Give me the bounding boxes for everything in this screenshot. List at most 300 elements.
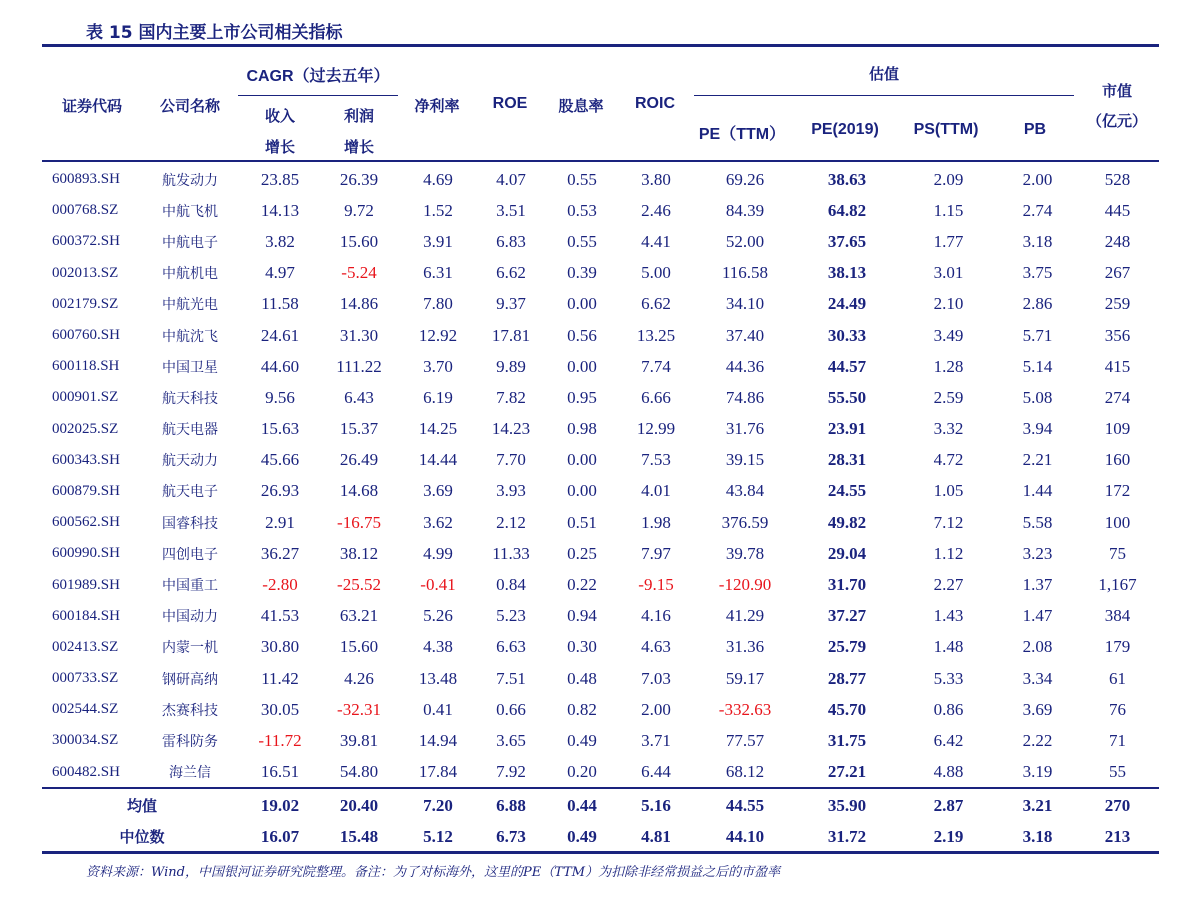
cell-company-name: 中航飞机 [162, 203, 218, 220]
cell-profit-growth: 63.21 [339, 606, 379, 626]
header-code: 证券代码 [61, 97, 123, 115]
cell-code: 600760.SH [52, 327, 120, 344]
cell-ps-ttm: 4.88 [933, 762, 964, 782]
cell-market-cap: 75 [1109, 543, 1126, 563]
table-row [42, 351, 1159, 382]
cell-ps-ttm: 7.12 [933, 512, 964, 532]
cell-dividend-yield: 0.56 [567, 325, 597, 345]
cell-code: 002544.SZ [52, 701, 119, 718]
cell-pe-ttm: 41.29 [725, 606, 765, 626]
cell-pe-2019: 38.13 [827, 263, 867, 283]
cell-roe: 0.84 [496, 575, 526, 595]
cell-ps-ttm: 0.86 [933, 699, 964, 719]
table-row [42, 195, 1159, 226]
source-note: 资料来源：Wind，中国银河证券研究院整理。备注：为了对标海外，这里的PE（TTM）为扣除非经常损益之后的市盈率 [86, 865, 781, 880]
cell-pb: 5.08 [1022, 387, 1053, 407]
cell-net-margin: 4.38 [423, 637, 453, 657]
cell-code: 002013.SZ [52, 264, 119, 281]
cell-pe-ttm: 31.76 [725, 419, 765, 439]
cell-profit-growth: 111.22 [336, 356, 382, 376]
cell-summary-label: 中位数 [119, 828, 165, 846]
cell-pe-ttm: 44.36 [725, 356, 765, 376]
cell-market-cap: 259 [1104, 294, 1131, 314]
cell-roe: 6.73 [496, 826, 526, 846]
cell-company-name: 国睿科技 [162, 515, 218, 532]
cell-pe-ttm: 44.10 [725, 826, 765, 846]
cell-roic: 2.46 [641, 200, 671, 220]
table-row [42, 320, 1159, 351]
cell-ps-ttm: 2.59 [933, 387, 964, 407]
header-pe-ttm: PE（TTM） [698, 126, 786, 143]
cell-pb: 5.58 [1022, 512, 1053, 532]
cell-net-margin: 7.80 [423, 294, 453, 314]
cell-net-margin: 6.31 [423, 263, 453, 283]
cell-roe: 4.07 [496, 169, 526, 189]
cell-net-margin: -0.41 [420, 575, 456, 595]
cell-roe: 6.62 [496, 263, 526, 283]
cell-pe-ttm: 77.57 [725, 730, 765, 750]
cell-pb: 2.00 [1022, 169, 1053, 189]
cell-market-cap: 76 [1109, 699, 1126, 719]
cell-net-margin: 6.19 [423, 387, 453, 407]
table-row [42, 663, 1159, 694]
cell-pe-ttm: 84.39 [725, 200, 765, 220]
cell-market-cap: 172 [1104, 481, 1131, 501]
cell-pe-ttm: 376.59 [721, 512, 769, 532]
table-row [42, 632, 1159, 663]
cell-ps-ttm: 3.49 [933, 325, 964, 345]
cell-pb: 3.34 [1022, 668, 1053, 688]
cell-code: 002025.SZ [52, 420, 119, 437]
cell-roic: 6.66 [641, 387, 671, 407]
table-row [42, 757, 1159, 788]
indicators-table [42, 164, 1159, 788]
cell-profit-growth: -16.75 [337, 512, 381, 532]
cell-pe-ttm: 34.10 [725, 294, 765, 314]
cell-roic: 3.71 [641, 730, 671, 750]
cell-pe-2019: 64.82 [827, 200, 867, 220]
cell-pe-2019: 31.70 [827, 575, 867, 595]
cell-market-cap: 415 [1104, 356, 1131, 376]
cell-code: 002179.SZ [52, 295, 119, 312]
header-profit-growth-line1: 利润 [343, 107, 375, 125]
cell-company-name: 海兰信 [169, 765, 211, 782]
cell-revenue-growth: 14.13 [260, 200, 300, 220]
cell-pe-2019: 24.55 [827, 481, 867, 501]
cell-pe-2019: 31.72 [827, 826, 867, 846]
cell-net-margin: 14.25 [418, 419, 458, 439]
cell-pb: 3.19 [1022, 762, 1053, 782]
cell-ps-ttm: 1.15 [933, 200, 964, 220]
cell-profit-growth: 14.68 [339, 481, 379, 501]
cell-profit-growth: 26.39 [339, 169, 379, 189]
cell-pe-2019: 27.21 [827, 762, 867, 782]
table-row [42, 476, 1159, 507]
table-row [42, 538, 1159, 569]
cell-ps-ttm: 2.19 [933, 826, 964, 846]
cell-profit-growth: 39.81 [339, 730, 379, 750]
cell-pe-2019: 25.79 [827, 637, 867, 657]
cell-net-margin: 3.91 [423, 231, 453, 251]
cell-net-margin: 14.44 [418, 450, 458, 470]
cell-revenue-growth: 19.02 [260, 795, 300, 815]
cell-company-name: 中航沈飞 [162, 328, 218, 345]
cell-pe-2019: 37.27 [827, 606, 867, 626]
cell-net-margin: 5.12 [423, 826, 453, 846]
cell-ps-ttm: 5.33 [933, 668, 964, 688]
cell-roe: 2.12 [496, 512, 526, 532]
cell-pe-2019: 31.75 [827, 730, 867, 750]
header-dividend: 股息率 [558, 97, 604, 115]
cell-code: 000733.SZ [52, 670, 119, 687]
header-roic: ROIC [635, 95, 675, 112]
cell-ps-ttm: 1.77 [933, 231, 964, 251]
cell-roe: 7.92 [496, 762, 526, 782]
cell-roe: 6.88 [496, 795, 526, 815]
cell-profit-growth: 38.12 [339, 543, 379, 563]
cell-revenue-growth: 16.07 [260, 826, 300, 846]
cell-net-margin: 13.48 [418, 668, 458, 688]
summary-table [42, 790, 1159, 852]
cell-pe-2019: 55.50 [827, 387, 867, 407]
header-mcap-line2: （亿元） [1086, 112, 1148, 130]
cell-pe-2019: 28.77 [827, 668, 867, 688]
cell-market-cap: 71 [1109, 730, 1126, 750]
cell-dividend-yield: 0.00 [567, 356, 597, 376]
cell-company-name: 内蒙一机 [162, 640, 218, 657]
cell-profit-growth: 15.37 [339, 419, 379, 439]
cell-roic: 7.97 [641, 543, 671, 563]
cell-pe-2019: 35.90 [827, 795, 867, 815]
cell-revenue-growth: -2.80 [262, 575, 298, 595]
cell-ps-ttm: 2.10 [933, 294, 964, 314]
cell-pb: 2.86 [1022, 294, 1053, 314]
cell-market-cap: 356 [1104, 325, 1131, 345]
cell-code: 600118.SH [52, 358, 120, 375]
cell-roic: 5.00 [641, 263, 671, 283]
cell-code: 002413.SZ [52, 638, 119, 655]
table-title: 表 15 国内主要上市公司相关指标 [86, 23, 343, 43]
top-rule [42, 44, 1159, 47]
cell-net-margin: 0.41 [423, 699, 453, 719]
cell-code: 600562.SH [52, 514, 120, 531]
header-name: 公司名称 [159, 97, 221, 115]
cell-pe-ttm: 39.78 [725, 543, 765, 563]
cell-roic: 3.80 [641, 169, 671, 189]
cell-pb: 3.21 [1022, 795, 1053, 815]
cell-ps-ttm: 3.01 [933, 263, 964, 283]
cell-dividend-yield: 0.00 [567, 294, 597, 314]
cell-company-name: 中国卫星 [162, 359, 218, 376]
cell-roe: 14.23 [491, 419, 531, 439]
cell-company-name: 杰赛科技 [162, 702, 218, 719]
cell-net-margin: 5.26 [423, 606, 453, 626]
cell-net-margin: 7.20 [423, 795, 453, 815]
cell-profit-growth: 15.60 [339, 637, 379, 657]
cell-profit-growth: 9.72 [344, 200, 374, 220]
cell-dividend-yield: 0.53 [567, 200, 597, 220]
cell-profit-growth: -5.24 [341, 263, 377, 283]
table-row [42, 507, 1159, 538]
cell-market-cap: 109 [1104, 419, 1131, 439]
cell-profit-growth: -32.31 [337, 699, 381, 719]
cell-pb: 2.74 [1022, 200, 1053, 220]
cell-pe-ttm: 39.15 [725, 450, 765, 470]
cell-market-cap: 179 [1104, 637, 1131, 657]
cell-roe: 6.63 [496, 637, 526, 657]
cell-roic: 4.01 [641, 481, 671, 501]
cell-revenue-growth: 16.51 [260, 762, 300, 782]
cell-pe-2019: 49.82 [827, 512, 867, 532]
cell-market-cap: 248 [1104, 231, 1131, 251]
cell-revenue-growth: 41.53 [260, 606, 300, 626]
cell-ps-ttm: 1.48 [933, 637, 964, 657]
cell-roic: 7.74 [641, 356, 671, 376]
cell-revenue-growth: 24.61 [260, 325, 300, 345]
header-ps-ttm: PS(TTM) [913, 121, 979, 138]
cell-revenue-growth: 26.93 [260, 481, 300, 501]
cell-roic: -9.15 [638, 575, 674, 595]
cell-ps-ttm: 1.43 [933, 606, 964, 626]
cell-dividend-yield: 0.39 [567, 263, 597, 283]
cell-profit-growth: 15.48 [339, 826, 379, 846]
cell-code: 000901.SZ [52, 389, 119, 406]
cell-pe-ttm: 44.55 [725, 795, 765, 815]
cell-pe-2019: 23.91 [827, 419, 867, 439]
cell-dividend-yield: 0.98 [567, 419, 597, 439]
cell-revenue-growth: 2.91 [265, 512, 295, 532]
cell-profit-growth: 14.86 [339, 294, 379, 314]
cell-revenue-growth: 11.42 [261, 668, 299, 688]
cell-profit-growth: 15.60 [339, 231, 379, 251]
cell-revenue-growth: 15.63 [260, 419, 300, 439]
cell-pe-ttm: 52.00 [725, 231, 765, 251]
cell-pb: 2.08 [1022, 637, 1053, 657]
header-rev-growth-line1: 收入 [264, 107, 296, 125]
cell-pb: 2.21 [1022, 450, 1053, 470]
cell-pb: 5.71 [1022, 325, 1053, 345]
cell-dividend-yield: 0.55 [567, 169, 597, 189]
table-row [42, 226, 1159, 257]
cell-market-cap: 267 [1104, 263, 1131, 283]
cell-revenue-growth: 9.56 [265, 387, 295, 407]
cell-code: 300034.SZ [52, 732, 119, 749]
cell-pb: 3.69 [1022, 699, 1053, 719]
cell-profit-growth: 20.40 [339, 795, 379, 815]
cell-dividend-yield: 0.95 [567, 387, 597, 407]
cell-roic: 2.00 [641, 699, 671, 719]
cell-ps-ttm: 2.09 [933, 169, 964, 189]
cell-code: 600893.SH [52, 171, 120, 188]
cell-profit-growth: 31.30 [339, 325, 379, 345]
cell-dividend-yield: 0.22 [567, 575, 597, 595]
cell-dividend-yield: 0.82 [567, 699, 597, 719]
table-row [42, 601, 1159, 632]
cell-code: 600372.SH [52, 233, 120, 250]
cell-net-margin: 17.84 [418, 762, 458, 782]
cell-market-cap: 445 [1104, 200, 1131, 220]
cell-dividend-yield: 0.25 [567, 543, 597, 563]
header-valuation: 估值 [868, 65, 900, 83]
cell-net-margin: 14.94 [418, 730, 458, 750]
cell-pe-ttm: -332.63 [718, 699, 772, 719]
header-cagr: CAGR（过去五年） [246, 68, 390, 85]
cell-pe-2019: 29.04 [827, 543, 867, 563]
cell-market-cap: 384 [1104, 606, 1131, 626]
cell-company-name: 航发动力 [162, 172, 218, 189]
cell-revenue-growth: 30.80 [260, 637, 300, 657]
cell-code: 600184.SH [52, 607, 120, 624]
cell-market-cap: 528 [1104, 169, 1131, 189]
summary-row-median [42, 821, 1159, 852]
cell-pb: 3.75 [1022, 263, 1053, 283]
cell-company-name: 中国重工 [162, 578, 218, 595]
cell-roic: 1.98 [641, 512, 671, 532]
cell-pb: 3.18 [1022, 231, 1053, 251]
cell-roic: 13.25 [636, 325, 676, 345]
cell-company-name: 中航光电 [162, 297, 218, 314]
header-pe-2019: PE(2019) [811, 121, 879, 138]
header-rev-growth-line2: 增长 [264, 138, 296, 156]
cell-roe: 3.51 [496, 200, 526, 220]
cell-pb: 3.18 [1022, 826, 1053, 846]
cell-roe: 5.23 [496, 606, 526, 626]
cell-pe-2019: 24.49 [827, 294, 867, 314]
table-row [42, 694, 1159, 725]
table-row [42, 445, 1159, 476]
cell-dividend-yield: 0.20 [567, 762, 597, 782]
header-mcap-line1: 市值 [1101, 82, 1133, 100]
cell-code: 000768.SZ [52, 202, 119, 219]
cell-net-margin: 3.70 [423, 356, 453, 376]
cell-revenue-growth: 11.58 [261, 294, 299, 314]
cell-code: 600879.SH [52, 482, 120, 499]
cell-ps-ttm: 2.87 [933, 795, 964, 815]
cell-pb: 1.37 [1022, 575, 1053, 595]
cell-market-cap: 160 [1104, 450, 1131, 470]
cell-pe-ttm: 59.17 [725, 668, 765, 688]
cell-roe: 9.37 [496, 294, 526, 314]
cell-company-name: 中国动力 [162, 609, 218, 626]
cell-roic: 4.81 [641, 826, 671, 846]
table-row [42, 414, 1159, 445]
cell-market-cap: 213 [1104, 826, 1131, 846]
cell-net-margin: 12.92 [418, 325, 458, 345]
cell-roe: 3.93 [496, 481, 526, 501]
cell-roe: 0.66 [496, 699, 526, 719]
cell-roe: 7.51 [496, 668, 526, 688]
cell-pb: 1.47 [1022, 606, 1053, 626]
cell-profit-growth: -25.52 [337, 575, 381, 595]
cell-ps-ttm: 6.42 [933, 730, 964, 750]
cell-roic: 7.53 [641, 450, 671, 470]
header-profit-growth-line2: 增长 [343, 138, 375, 156]
cell-roe: 6.83 [496, 231, 526, 251]
cell-code: 600990.SH [52, 545, 120, 562]
summary-row-mean [42, 790, 1159, 821]
cell-profit-growth: 6.43 [344, 387, 374, 407]
cell-pe-2019: 28.31 [827, 450, 867, 470]
cell-pe-2019: 30.33 [827, 325, 867, 345]
cell-revenue-growth: -11.72 [258, 730, 302, 750]
cell-net-margin: 1.52 [423, 200, 453, 220]
cell-company-name: 航天电器 [162, 422, 218, 439]
cell-pb: 3.23 [1022, 543, 1053, 563]
cell-code: 600343.SH [52, 451, 120, 468]
cell-roic: 4.16 [641, 606, 671, 626]
cell-summary-label: 均值 [126, 797, 157, 815]
cell-revenue-growth: 3.82 [265, 231, 295, 251]
cell-dividend-yield: 0.00 [567, 450, 597, 470]
cell-pb: 5.14 [1022, 356, 1053, 376]
cell-roic: 6.62 [641, 294, 671, 314]
cell-company-name: 航天动力 [162, 453, 218, 470]
cell-pe-ttm: 43.84 [725, 481, 765, 501]
table-row [42, 569, 1159, 600]
cagr-subrule [238, 95, 398, 96]
cell-market-cap: 61 [1109, 668, 1126, 688]
cell-ps-ttm: 3.32 [933, 419, 964, 439]
table-row [42, 258, 1159, 289]
cell-market-cap: 1,167 [1098, 575, 1137, 595]
cell-roe: 7.70 [496, 450, 526, 470]
cell-roe: 17.81 [491, 325, 531, 345]
valuation-subrule [694, 95, 1074, 96]
cell-market-cap: 270 [1104, 795, 1131, 815]
cell-roic: 7.03 [641, 668, 671, 688]
cell-dividend-yield: 0.48 [567, 668, 597, 688]
header-roe: ROE [492, 95, 528, 112]
cell-revenue-growth: 30.05 [260, 699, 300, 719]
cell-revenue-growth: 23.85 [260, 169, 300, 189]
cell-market-cap: 100 [1104, 512, 1131, 532]
cell-ps-ttm: 4.72 [933, 450, 964, 470]
cell-roic: 4.63 [641, 637, 671, 657]
cell-pb: 2.22 [1022, 730, 1053, 750]
cell-pe-ttm: 37.40 [725, 325, 765, 345]
cell-profit-growth: 26.49 [339, 450, 379, 470]
table-row [42, 382, 1159, 413]
table-row [42, 289, 1159, 320]
cell-net-margin: 3.62 [423, 512, 453, 532]
table-row [42, 164, 1159, 195]
header-net-margin: 净利率 [414, 97, 460, 115]
cell-revenue-growth: 36.27 [260, 543, 300, 563]
cell-roic: 6.44 [641, 762, 671, 782]
cell-ps-ttm: 1.05 [933, 481, 964, 501]
cell-profit-growth: 54.80 [339, 762, 379, 782]
cell-dividend-yield: 0.55 [567, 231, 597, 251]
cell-revenue-growth: 45.66 [260, 450, 300, 470]
cell-company-name: 中航机电 [162, 266, 218, 283]
cell-pb: 3.94 [1022, 419, 1053, 439]
cell-dividend-yield: 0.30 [567, 637, 597, 657]
cell-net-margin: 4.99 [423, 543, 453, 563]
cell-profit-growth: 4.26 [344, 668, 374, 688]
cell-roe: 7.82 [496, 387, 526, 407]
cell-pe-2019: 37.65 [827, 231, 867, 251]
cell-roic: 4.41 [641, 231, 671, 251]
cell-ps-ttm: 1.12 [933, 543, 964, 563]
cell-code: 601989.SH [52, 576, 120, 593]
cell-roe: 9.89 [496, 356, 526, 376]
cell-roic: 12.99 [636, 419, 676, 439]
cell-roe: 3.65 [496, 730, 526, 750]
cell-pe-ttm: 69.26 [725, 169, 765, 189]
table-row [42, 725, 1159, 756]
cell-net-margin: 4.69 [423, 169, 453, 189]
cell-dividend-yield: 0.44 [567, 795, 597, 815]
